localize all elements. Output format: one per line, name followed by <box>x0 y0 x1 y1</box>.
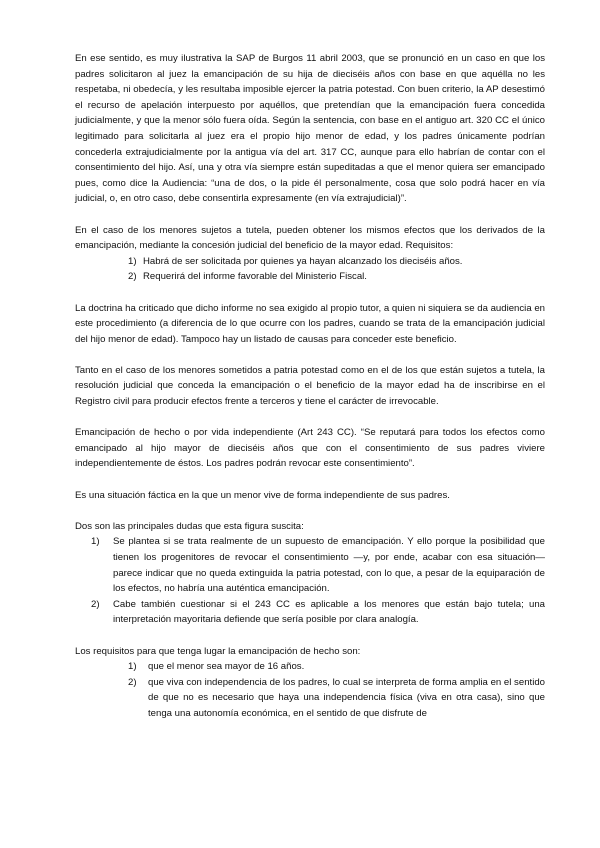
list-item-text: Cabe también cuestionar si el 243 CC es aplicable a los menores que están bajo tutela; una interpretación mayoritaria defiende que sería posible por clara analogía. <box>113 598 545 626</box>
list-item-text: Habrá de ser solicitada por quienes ya hayan alcanzado los dieciséis años. <box>143 255 463 267</box>
paragraph-gap <box>75 628 545 644</box>
paragraph-situacion-factica: Es una situación fáctica en la que un menor vive de forma independiente de sus padres. <box>75 489 450 501</box>
paragraph-emancipacion-hecho: Emancipación de hecho o por vida independiente (Art 243 CC). “Se reputará para todos los efectos como emancipado al hijo mayor de dieciséis años que con el consentimiento de sus padres viviere independientemente de éstos. Los padres podrán revocar este consentimiento”. <box>75 427 545 470</box>
list-requisitos-tutela <box>75 254 545 285</box>
document-body <box>75 51 545 722</box>
paragraph-gap <box>75 347 545 363</box>
list-item <box>75 534 545 596</box>
list-item-number: 2) <box>128 676 137 688</box>
list-item-number: 1) <box>128 255 137 267</box>
list-item <box>75 269 545 285</box>
list-item <box>75 254 545 270</box>
list-requisitos-hecho <box>75 659 545 721</box>
list-item-number: 1) <box>91 536 100 548</box>
paragraph-sap-burgos: En ese sentido, es muy ilustrativa la SAP de Burgos 11 abril 2003, que se pronunció en un caso en que los padres solicitaron al juez la emancipación de su hija de dieciséis años con base en que aquélla no les respetaba, ni obedecía, y les resultaba imposible ejercer la patria potestad. Con buen criterio, la AP desestimó el recurso de apelación interpuesto por aquéllos, que pretendían que la emancipación fuera concedida judicialmente, y que la menor sólo fuera oída. Según la sentencia, con base en el antiguo art. 320 CC el único legitimado para solicitarla al juez era el propio hijo menor de edad, y los padres únicamente podrían concederla extrajudicialmente por la antigua vía del art. 317 CC, aunque para ello habrían de contar con el consentimiento del hijo. Así, una y otra vía siempre están supeditadas a que el menor quiera ser emancipado pues, como dice la Audiencia: “una de dos, o la pide él personalmente, cosa que solo podrá hacer en vía judicial, o, en otro caso, debe consentirla expresamente (en vía extrajudicial)”. <box>75 53 545 205</box>
list-item-number: 2) <box>91 598 100 610</box>
paragraph-menores-tutela: En el caso de los menores sujetos a tutela, pueden obtener los mismos efectos que los derivados de la emancipación, mediante la concesión judicial del beneficio de la mayor edad. Requisitos: <box>75 224 545 252</box>
paragraph-gap <box>75 410 545 426</box>
paragraph-registro-civil: Tanto en el caso de los menores sometidos a patria potestad como en el de los que están sujetos a tutela, la resolución judicial que conceda la emancipación o el beneficio de la mayor edad ha de inscribirse en el Registro civil para producir efectos frente a terceros y tiene el carácter de irrevocable. <box>75 364 545 408</box>
paragraph-gap <box>75 207 545 223</box>
list-item-number: 2) <box>128 271 137 283</box>
list-item-text: Requerirá del informe favorable del Ministerio Fiscal. <box>143 271 367 283</box>
paragraph-gap <box>75 503 545 519</box>
list-item-text: que el menor sea mayor de 16 años. <box>148 661 305 673</box>
list-dudas <box>75 534 545 628</box>
list-item-text: que viva con independencia de los padres, lo cual se interpreta de forma amplia en el sentido de que no es necesario que haya una independencia física (viva en otra casa), sino que tenga una autonomía económica, en el sentido de que disfrute de <box>148 676 545 719</box>
paragraph-dudas: Dos son las principales dudas que esta figura suscita: <box>75 520 304 532</box>
paragraph-gap <box>75 472 545 488</box>
list-item-text: Se plantea si se trata realmente de un supuesto de emancipación. Y ello porque la posibilidad que tienen los progenitores de revocar el consentimiento —y, por ende, acabar con esa situación— parece indicar que no queda extinguida la patria potestad, con lo que, a pesar de la equiparación de los efectos, no habría una auténtica emancipación. <box>113 536 545 595</box>
paragraph-gap <box>75 285 545 301</box>
list-item <box>75 675 545 722</box>
list-item <box>75 659 545 675</box>
list-item-number: 1) <box>128 661 137 673</box>
paragraph-requisitos-hecho: Los requisitos para que tenga lugar la emancipación de hecho son: <box>75 645 361 657</box>
paragraph-doctrina: La doctrina ha criticado que dicho informe no sea exigido al propio tutor, a quien ni siquiera se da audiencia en este procedimiento (a diferencia de lo que ocurre con los padres, cuando se trata de la emancipación judicial del hijo menor de edad). Tampoco hay un listado de causas para conceder este beneficio. <box>75 302 545 345</box>
list-item <box>75 597 545 628</box>
